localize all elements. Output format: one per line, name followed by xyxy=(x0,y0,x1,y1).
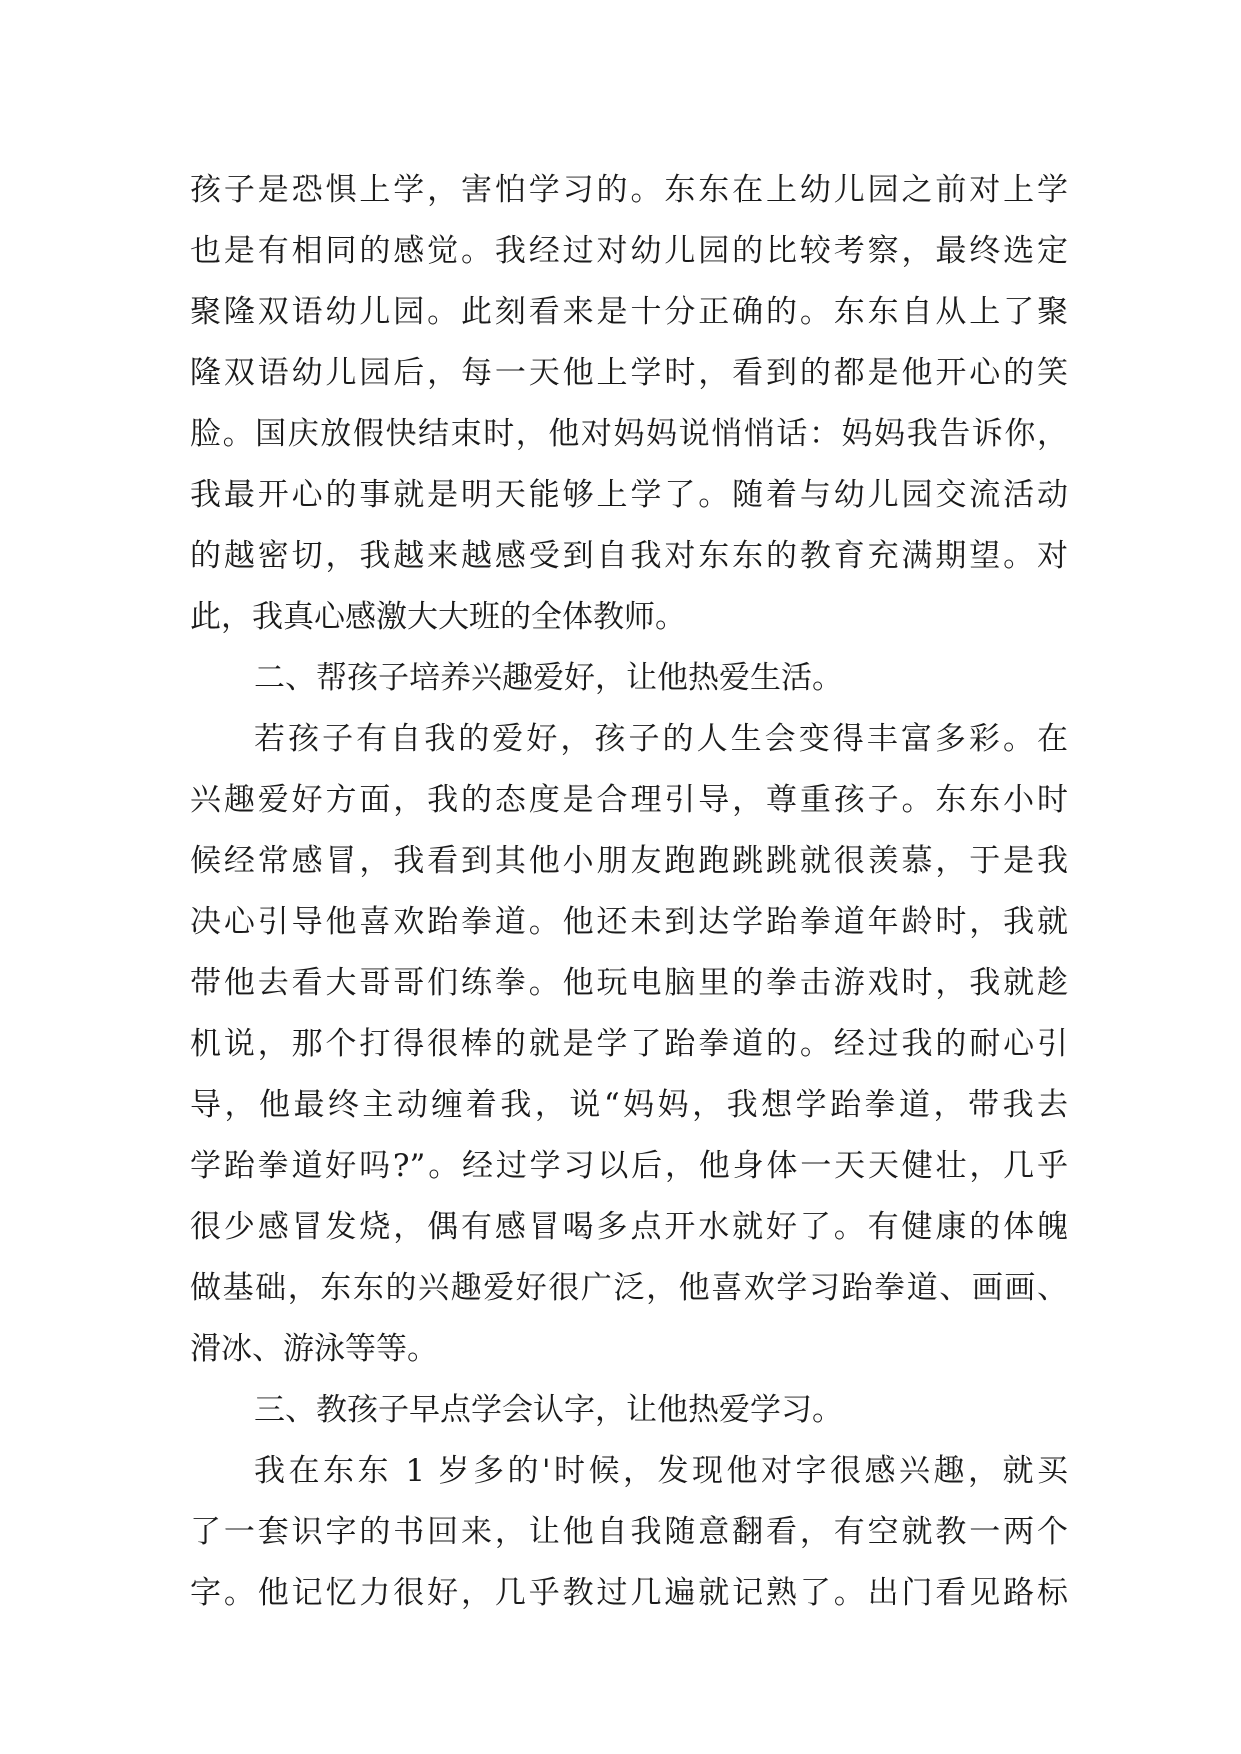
text-line: 很少感冒发烧，偶有感冒喝多点开水就好了。有健康的体魄 xyxy=(190,1209,1068,1245)
text-line: 导，他最终主动缠着我，说“妈妈，我想学跆拳道，带我去 xyxy=(190,1087,1068,1123)
text-line: 二、帮孩子培养兴趣爱好，让他热爱生活。 xyxy=(254,660,843,696)
text-line: 若孩子有自我的爱好，孩子的人生会变得丰富多彩。在 xyxy=(254,721,1068,757)
text-line: 此，我真心感激大大班的全体教师。 xyxy=(190,599,686,635)
text-line: 三、教孩子早点学会认字，让他热爱学习。 xyxy=(254,1392,843,1428)
text-line: 聚隆双语幼儿园。此刻看来是十分正确的。东东自从上了聚 xyxy=(190,294,1068,330)
text-line: 字。他记忆力很好，几乎教过几遍就记熟了。出门看见路标 xyxy=(190,1575,1068,1611)
text-line: 我最开心的事就是明天能够上学了。随着与幼儿园交流活动 xyxy=(190,477,1068,513)
text-line: 滑冰、游泳等等。 xyxy=(190,1331,438,1367)
text-line: 候经常感冒，我看到其他小朋友跑跑跳跳就很羡慕，于是我 xyxy=(190,843,1068,879)
text-line: 孩子是恐惧上学，害怕学习的。东东在上幼儿园之前对上学 xyxy=(190,172,1068,208)
text-line: 决心引导他喜欢跆拳道。他还未到达学跆拳道年龄时，我就 xyxy=(190,904,1068,940)
text-line: 做基础，东东的兴趣爱好很广泛，他喜欢学习跆拳道、画画、 xyxy=(190,1270,1068,1306)
text-line: 机说，那个打得很棒的就是学了跆拳道的。经过我的耐心引 xyxy=(190,1026,1068,1062)
text-line: 的越密切，我越来越感受到自我对东东的教育充满期望。对 xyxy=(190,538,1068,574)
text-line: 学跆拳道好吗?”。经过学习以后，他身体一天天健壮，几乎 xyxy=(190,1148,1068,1184)
text-line: 脸。国庆放假快结束时，他对妈妈说悄悄话：妈妈我告诉你， xyxy=(190,416,1068,452)
text-line: 隆双语幼儿园后，每一天他上学时，看到的都是他开心的笑 xyxy=(190,355,1068,391)
document-body xyxy=(190,160,1068,1624)
text-line: 兴趣爱好方面，我的态度是合理引导，尊重孩子。东东小时 xyxy=(190,782,1068,818)
text-line: 我在东东 1 岁多的'时候，发现他对字很感兴趣，就买 xyxy=(254,1453,1068,1489)
text-line: 也是有相同的感觉。我经过对幼儿园的比较考察，最终选定 xyxy=(190,233,1068,269)
text-line: 了一套识字的书回来，让他自我随意翻看，有空就教一两个 xyxy=(190,1514,1068,1550)
text-line: 带他去看大哥哥们练拳。他玩电脑里的拳击游戏时，我就趁 xyxy=(190,965,1068,1001)
